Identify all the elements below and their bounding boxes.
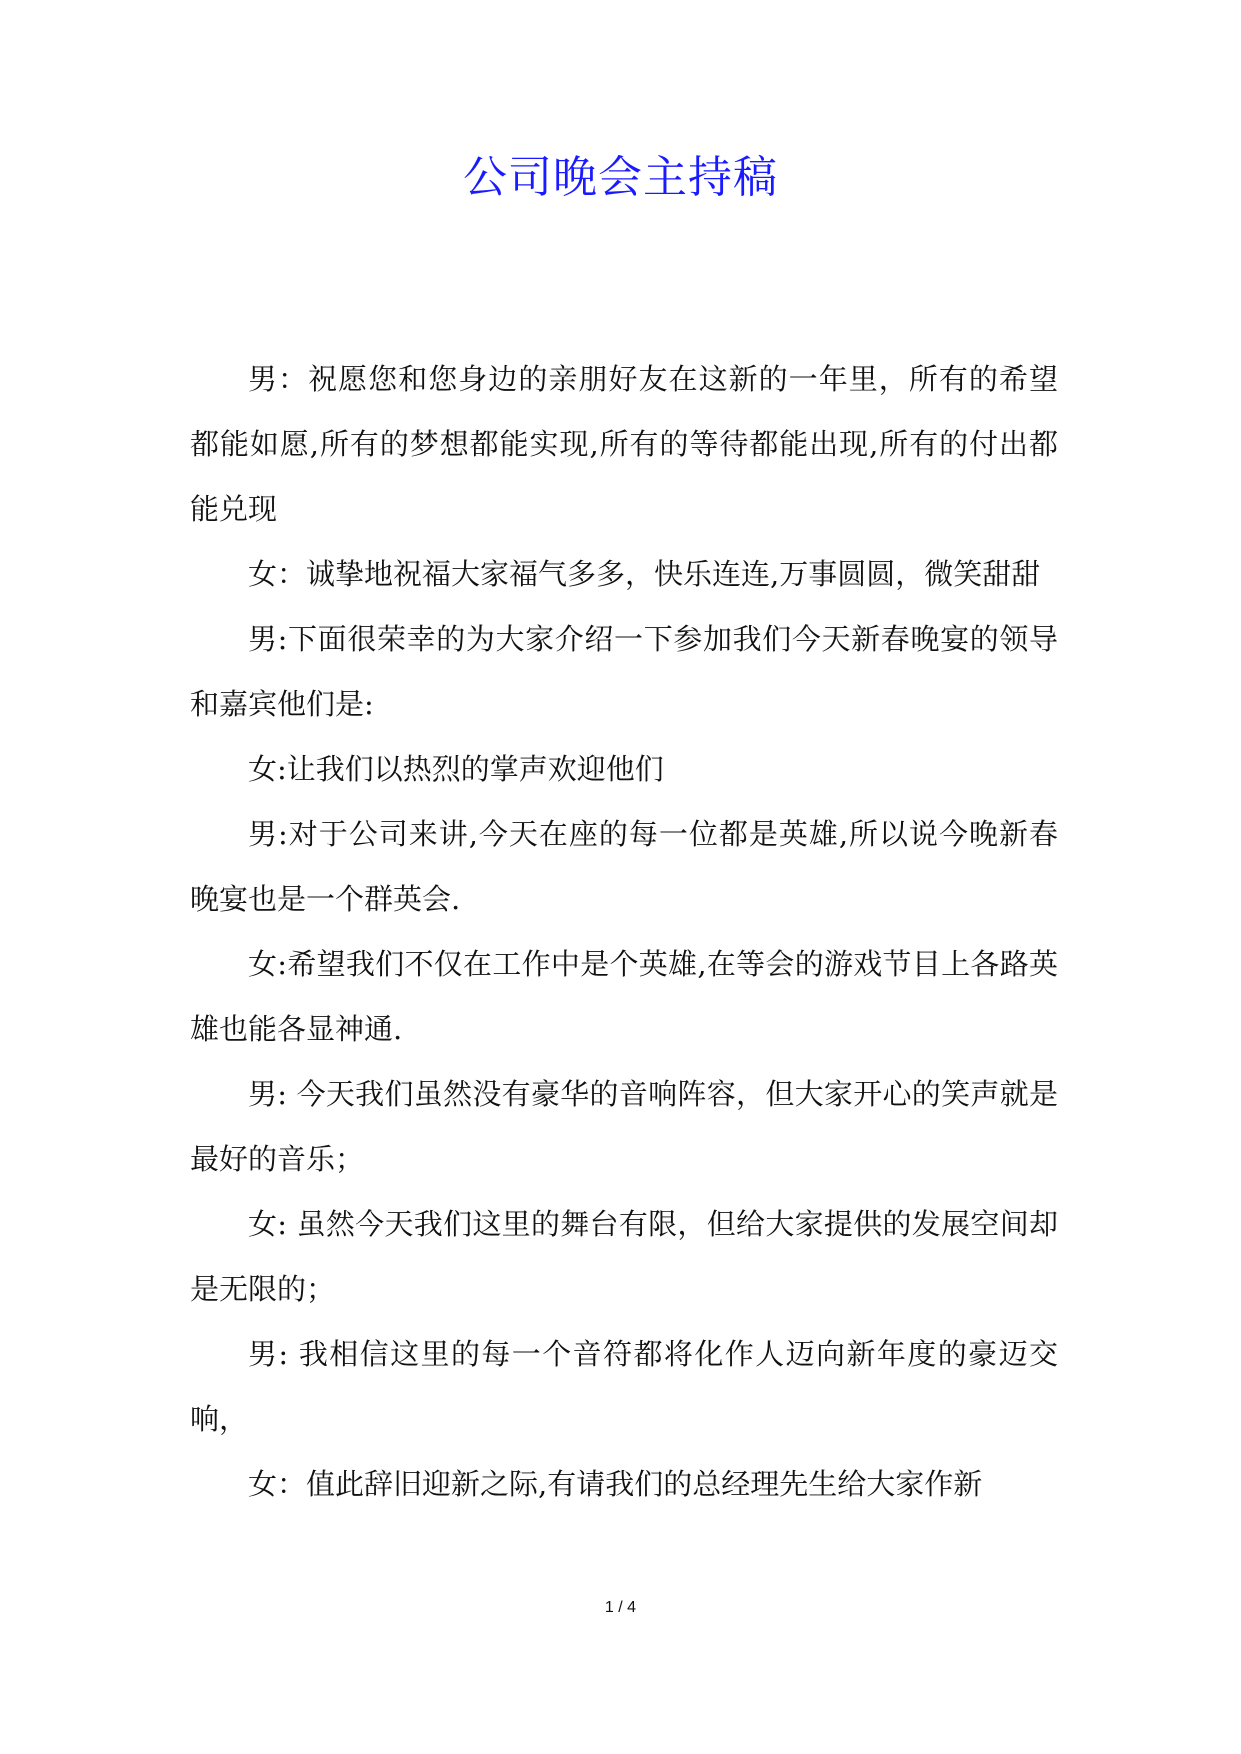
document-body bbox=[190, 347, 1058, 1517]
paragraph-5: 男:对于公司来讲,今天在座的每一位都是英雄,所以说今晚新春晚宴也是一个群英会. bbox=[190, 817, 1058, 916]
paragraph-2: 女：诚挚地祝福大家福气多多，快乐连连,万事圆圆，微笑甜甜 bbox=[248, 557, 1041, 591]
document-title: 公司晚会主持稿 bbox=[463, 152, 778, 203]
paragraph-10: 女：值此辞旧迎新之际,有请我们的总经理先生给大家作新 bbox=[248, 1467, 983, 1501]
paragraph-1: 男：祝愿您和您身边的亲朋好友在这新的一年里，所有的希望都能如愿,所有的梦想都能实现,所有的等待都能出现,所有的付出都能兑现 bbox=[190, 362, 1058, 526]
paragraph-8: 女: 虽然今天我们这里的舞台有限，但给大家提供的发展空间却是无限的； bbox=[190, 1207, 1058, 1306]
paragraph-9: 男: 我相信这里的每一个音符都将化作人迈向新年度的豪迈交响， bbox=[190, 1337, 1058, 1436]
paragraph-4: 女:让我们以热烈的掌声欢迎他们 bbox=[248, 752, 664, 786]
paragraph-7: 男: 今天我们虽然没有豪华的音响阵容，但大家开心的笑声就是最好的音乐； bbox=[190, 1077, 1058, 1176]
page-number: 1 / 4 bbox=[604, 1599, 637, 1616]
paragraph-6: 女:希望我们不仅在工作中是个英雄,在等会的游戏节目上各路英雄也能各显神通. bbox=[190, 947, 1058, 1046]
paragraph-3: 男:下面很荣幸的为大家介绍一下参加我们今天新春晚宴的领导和嘉宾他们是: bbox=[190, 622, 1058, 721]
